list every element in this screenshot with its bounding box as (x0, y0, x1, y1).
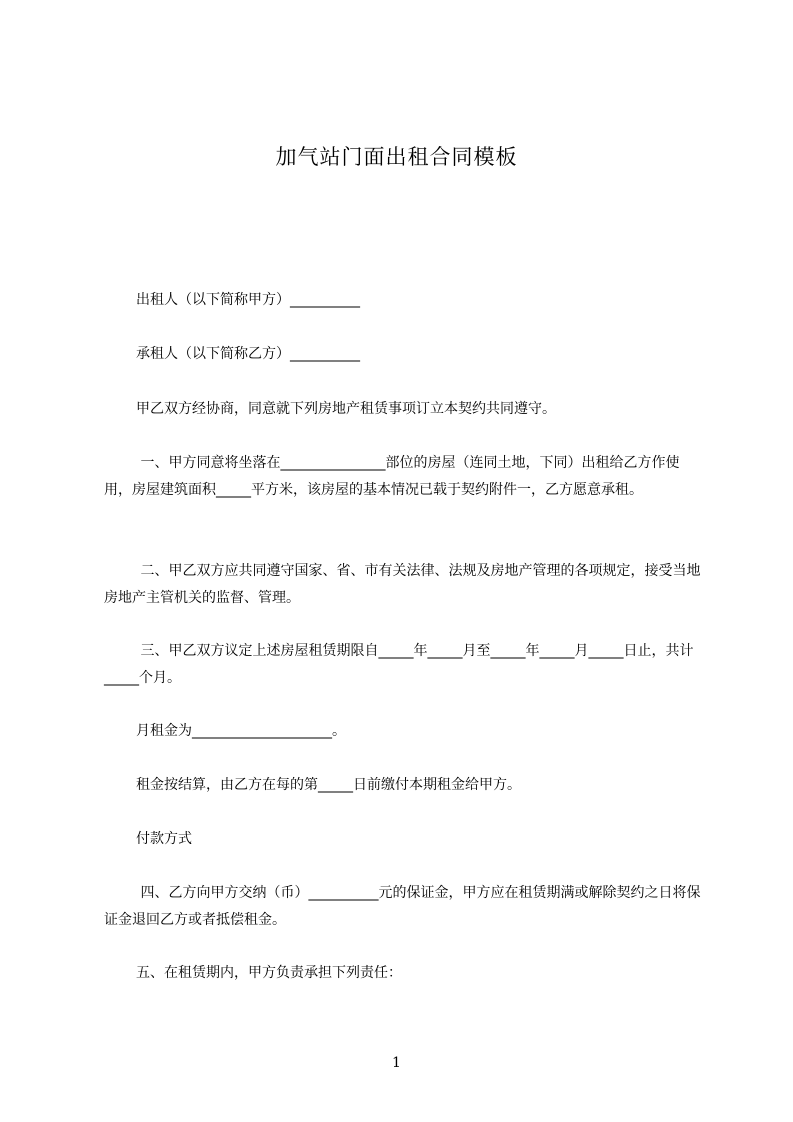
paragraph-payment-method: 付款方式 (136, 831, 192, 847)
paragraph-clause-1: 一、甲方同意将坐落在_______________部位的房屋（连同土地，下同）出租给乙方作使用，房屋建筑面积_____平方米，该房屋的基本情况已载于契约附件一，乙方愿意承租。 (104, 455, 680, 498)
paragraph-monthly-rent: 月租金为____________________。 (136, 723, 346, 739)
paragraph-lessee: 承租人（以下简称乙方）__________ (136, 346, 360, 362)
paragraph-agreement: 甲乙双方经协商，同意就下列房地产租赁事项订立本契约共同遵守。 (136, 401, 556, 417)
page-number: 1 (392, 1055, 401, 1071)
paragraph-clause-4: 四、乙方向甲方交纳（币）__________元的保证金，甲方应在租赁期满或解除契约之日将保证金退回乙方或者抵偿租金。 (104, 885, 701, 928)
paragraph-lessor: 出租人（以下简称甲方）__________ (136, 292, 360, 308)
paragraph-clause-5: 五、在租赁期内，甲方负责承担下列责任： (136, 965, 402, 981)
paragraph-rent-payment: 租金按结算，由乙方在每的第_____日前缴付本期租金给甲方。 (136, 777, 521, 793)
paragraph-clause-3: 三、甲乙双方议定上述房屋租赁期限自_____年_____月至_____年_____月_____日止，共计_____个月。 (104, 643, 694, 686)
document-title: 加气站门面出租合同模板 (275, 145, 518, 169)
paragraph-clause-2: 二、甲乙双方应共同遵守国家、省、市有关法律、法规及房地产管理的各项规定，接受当地房地产主管机关的监督、管理。 (104, 563, 701, 606)
